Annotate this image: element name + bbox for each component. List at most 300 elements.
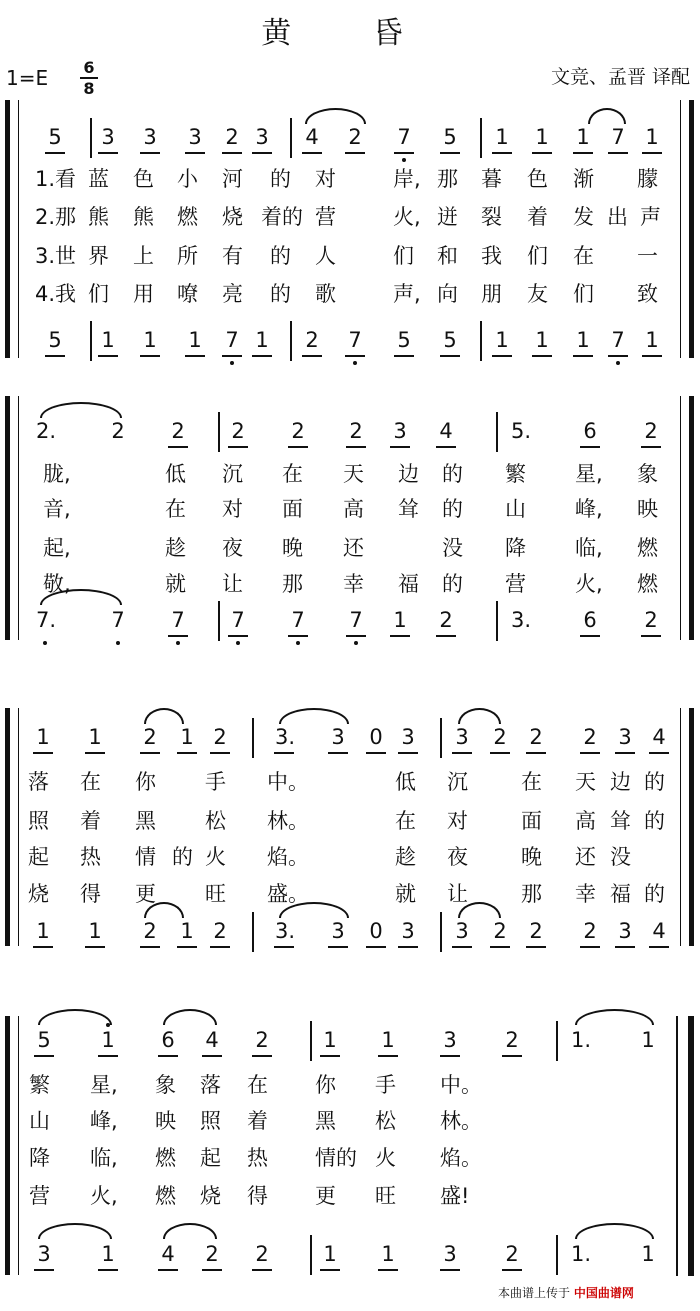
lyric-syllable: 福 [610,882,631,906]
note: 4 [652,919,666,943]
lyric-syllable: 岸, [393,167,421,191]
eighth-underline [398,752,418,754]
tie-slur [588,108,626,124]
note: 3 [455,919,469,943]
note: 7 [225,328,239,352]
note: 2 [529,919,543,943]
lyric-syllable: 一 [637,244,658,268]
note: 2 [231,419,245,443]
note: 1 [645,328,659,352]
eighth-underline [641,446,661,448]
lyric-syllable: 高 [343,497,364,521]
note: 2 [213,919,227,943]
note: 3 [331,919,345,943]
lyric-syllable: 那 [437,167,458,191]
lyric-syllable: 2.那 [35,205,77,229]
note: 2 [583,919,597,943]
eighth-underline [185,355,205,357]
note: 2 [291,419,305,443]
lyric-syllable: 让 [222,572,243,596]
lyric-syllable: 火, [393,205,421,229]
barline [218,601,220,641]
system-bracket-left [5,396,19,640]
note: 5 [37,1028,51,1052]
note: 7 [171,608,185,632]
eighth-underline [288,635,308,637]
lyric-syllable: 起, [43,536,71,560]
lyric-syllable: 致 [637,282,658,306]
note: 1 [381,1242,395,1266]
lyric-syllable: 降 [505,536,526,560]
note: 1 [88,919,102,943]
lyric-syllable: 燃 [637,572,658,596]
lyric-syllable: 的 [270,282,291,306]
lyric-syllable: 得 [80,882,101,906]
lyric-syllable: 情 [135,845,156,869]
lyric-syllable: 所 [177,244,198,268]
lyric-syllable: 林。 [440,1109,482,1133]
note: 3 [401,725,415,749]
barline [218,412,220,452]
barline [440,718,442,758]
eighth-underline [140,355,160,357]
note: 2 [493,919,507,943]
lyric-syllable: 起 [28,845,49,869]
lyric-syllable: 们 [573,282,594,306]
lyric-syllable: 映 [637,497,658,521]
note: 2. [36,419,57,443]
note: 2 [143,919,157,943]
lyric-syllable: 的 [442,497,463,521]
upload-note-prefix: 本曲谱上传于 [498,1286,571,1300]
lyric-syllable: 繁 [505,462,526,486]
lyric-syllable: 趁 [165,536,186,560]
eighth-underline [440,1269,460,1271]
note: 2 [225,125,239,149]
eighth-underline [378,1269,398,1271]
lyric-syllable: 们 [527,244,548,268]
eighth-underline [440,355,460,357]
eighth-underline [274,752,294,754]
lyric-syllable: 手 [375,1073,396,1097]
eighth-underline [302,152,322,154]
barline [496,412,498,452]
tie-slur [163,1009,217,1025]
lyric-syllable: 边 [610,770,631,794]
eighth-underline [345,355,365,357]
lyric-syllable: 河 [222,167,243,191]
note: 2 [143,725,157,749]
note: 1 [323,1242,337,1266]
lyric-syllable: 着 [527,205,548,229]
lyric-syllable: 在 [395,809,416,833]
lyric-syllable: 中。 [440,1073,482,1097]
note: 3 [618,725,632,749]
lyric-syllable: 朋 [481,282,502,306]
meter-top: 6 [83,58,95,77]
eighth-underline [202,1269,222,1271]
eighth-underline [328,946,348,948]
lyric-syllable: 在 [573,244,594,268]
lyric-syllable: 降 [29,1146,50,1170]
lyric-syllable: 和 [437,244,458,268]
eighth-underline [452,752,472,754]
lyric-syllable: 林。 [267,809,309,833]
eighth-underline [378,1055,398,1057]
lyric-syllable: 松 [205,809,226,833]
eighth-underline [210,752,230,754]
tie-slur [38,1223,112,1239]
note: 7 [397,125,411,149]
lyric-syllable: 火 [375,1146,396,1170]
eighth-underline [158,1055,178,1057]
note: 6 [583,608,597,632]
eighth-underline [346,446,366,448]
lyric-syllable: 峰, [575,497,603,521]
system-bracket-left [5,1016,19,1275]
lyric-syllable: 向 [437,282,458,306]
tie-slur [38,1009,112,1025]
note: 2 [349,419,363,443]
note: 2 [348,125,362,149]
lyric-syllable: 营 [315,205,336,229]
note: 4 [205,1028,219,1052]
lyric-syllable: 友 [527,282,548,306]
lyric-syllable: 着的 [261,205,303,229]
lyric-syllable: 胧, [43,462,71,486]
time-signature [80,58,98,98]
lyric-syllable: 夜 [222,536,243,560]
lyric-syllable: 界 [88,244,109,268]
eighth-underline [228,635,248,637]
eighth-underline [302,355,322,357]
lyric-syllable: 蓝 [88,167,109,191]
note: 3 [443,1028,457,1052]
lyric-syllable: 没 [610,845,631,869]
note: 5 [48,328,62,352]
note: 1 [255,328,269,352]
lyric-syllable: 的 [644,882,665,906]
note: 2 [505,1028,519,1052]
note: 2 [529,725,543,749]
note: 4 [161,1242,175,1266]
eighth-underline [366,752,386,754]
note: 1 [101,1028,115,1052]
lyric-syllable: 烧 [28,882,49,906]
lyric-syllable: 在 [80,770,101,794]
lyric-syllable: 燃 [155,1146,176,1170]
eighth-underline [492,152,512,154]
lyric-syllable: 那 [282,572,303,596]
tie-slur [144,708,184,724]
note: 2 [644,608,658,632]
note: 1 [495,328,509,352]
eighth-underline [436,635,456,637]
lyric-syllable: 天 [575,770,596,794]
tie-slur [163,1223,217,1239]
upload-note [498,1284,634,1301]
lyric-syllable: 星, [575,462,603,486]
lyric-syllable: 熊 [88,205,109,229]
lyric-syllable: 峰, [90,1109,118,1133]
eighth-underline [526,946,546,948]
eighth-underline [320,1055,340,1057]
system-bracket-right [680,396,694,640]
note: 1. [571,1242,592,1266]
eighth-underline [85,946,105,948]
note: 7 [291,608,305,632]
eighth-underline [177,752,197,754]
site-logo: 中国曲谱网 [573,1286,634,1300]
eighth-underline [320,1269,340,1271]
note: 4 [439,419,453,443]
lyric-syllable: 更 [315,1184,336,1208]
eighth-underline [252,355,272,357]
barline [310,1021,312,1061]
lyric-syllable: 盛! [440,1184,470,1208]
lyric-syllable: 对 [222,497,243,521]
lyric-syllable: 山 [505,497,526,521]
meter-bottom: 8 [83,79,95,98]
eighth-underline [440,152,460,154]
note: 2 [505,1242,519,1266]
lyric-syllable: 幸 [575,882,596,906]
eighth-underline [642,355,662,357]
eighth-underline [532,152,552,154]
eighth-underline [222,152,242,154]
eighth-underline [210,946,230,948]
barline [556,1021,558,1061]
eighth-underline [502,1055,522,1057]
note: 3 [143,125,157,149]
lyric-syllable: 高 [575,809,596,833]
lyric-syllable: 烧 [200,1184,221,1208]
lyric-syllable: 用 [133,282,154,306]
note: 0 [369,725,383,749]
note: 1 [101,328,115,352]
lyric-syllable: 临, [575,536,603,560]
note: 2 [583,725,597,749]
system-bracket-right [680,100,694,358]
lyric-syllable: 黑 [135,809,156,833]
note: 2 [644,419,658,443]
lyric-syllable: 的 [270,167,291,191]
barline [252,912,254,952]
eighth-underline [252,1269,272,1271]
note: 3 [101,125,115,149]
eighth-underline [608,355,628,357]
song-title: 黄 昏 [261,16,439,51]
lyric-syllable: 那 [521,882,542,906]
low-octave-dot [176,641,180,645]
lyric-syllable: 象 [155,1073,176,1097]
note: 5. [511,419,532,443]
low-octave-dot [616,361,620,365]
barline [90,118,92,158]
eighth-underline [580,752,600,754]
eighth-underline [328,752,348,754]
eighth-underline [580,446,600,448]
note: 3. [275,919,296,943]
lyric-syllable: 中。 [267,770,309,794]
lyric-syllable: 起 [200,1146,221,1170]
lyric-syllable: 耸 [398,497,419,521]
note: 7. [36,608,57,632]
eighth-underline [98,152,118,154]
lyric-syllable: 的 [442,462,463,486]
eighth-underline [140,946,160,948]
lyric-syllable: 火 [205,845,226,869]
note: 1 [101,1242,115,1266]
system-bracket-left [5,708,19,946]
lyric-syllable: 天 [343,462,364,486]
lyric-syllable: 热 [247,1146,268,1170]
eighth-underline [615,946,635,948]
lyric-syllable: 沉 [447,770,468,794]
note: 5 [443,125,457,149]
note: 5 [48,125,62,149]
lyric-syllable: 你 [315,1073,336,1097]
eighth-underline [452,946,472,948]
note: 5 [397,328,411,352]
lyric-syllable: 1.看 [35,167,77,191]
lyric-syllable: 着 [247,1109,268,1133]
lyric-syllable: 们 [88,282,109,306]
system-bracket-left [5,100,19,358]
low-octave-dot [402,158,406,162]
eighth-underline [252,152,272,154]
lyric-syllable: 熊 [133,205,154,229]
eighth-underline [345,152,365,154]
note: 2 [255,1028,269,1052]
lyric-syllable: 旺 [205,882,226,906]
low-octave-dot [43,641,47,645]
note: 1 [576,125,590,149]
lyric-syllable: 还 [575,845,596,869]
final-barline [676,1016,694,1276]
lyric-syllable: 在 [521,770,542,794]
lyric-syllable: 焰。 [440,1146,482,1170]
note: 4 [652,725,666,749]
lyric-syllable: 山 [29,1109,50,1133]
note: 7 [348,328,362,352]
eighth-underline [140,752,160,754]
note: 2 [305,328,319,352]
lyric-syllable: 对 [315,167,336,191]
eighth-underline [177,946,197,948]
note: 1 [641,1028,655,1052]
lyric-syllable: 落 [200,1073,221,1097]
lyric-syllable: 小 [177,167,198,191]
lyric-syllable: 就 [165,572,186,596]
note: 6 [161,1028,175,1052]
lyric-syllable: 星, [90,1073,118,1097]
lyric-syllable: 色 [527,167,548,191]
eighth-underline [502,1269,522,1271]
barline [556,1235,558,1275]
lyric-syllable: 面 [282,497,303,521]
lyric-syllable: 松 [375,1109,396,1133]
note: 1 [576,328,590,352]
eighth-underline [185,152,205,154]
low-octave-dot [230,361,234,365]
lyric-syllable: 着 [80,809,101,833]
eighth-underline [158,1269,178,1271]
lyric-syllable: 趁 [395,845,416,869]
lyric-syllable: 色 [133,167,154,191]
eighth-underline [526,752,546,754]
tie-slur [279,708,349,724]
eighth-underline [580,635,600,637]
lyric-syllable: 声, [393,282,421,306]
eighth-underline [641,635,661,637]
barline [440,912,442,952]
eighth-underline [490,752,510,754]
note: 3 [443,1242,457,1266]
note: 1 [180,725,194,749]
lyric-syllable: 上 [133,244,154,268]
eighth-underline [532,355,552,357]
note: 3 [331,725,345,749]
eighth-underline [390,635,410,637]
lyric-syllable: 暮 [481,167,502,191]
eighth-underline [608,152,628,154]
note: 7 [111,608,125,632]
lyric-syllable: 燃 [177,205,198,229]
lyric-syllable: 3.世 [35,244,77,268]
eighth-underline [168,446,188,448]
lyric-syllable: 我 [481,244,502,268]
eighth-underline [580,946,600,948]
lyric-syllable: 声 [640,205,661,229]
lyric-syllable: 旺 [375,1184,396,1208]
lyric-syllable: 晚 [282,536,303,560]
eighth-underline [98,1055,118,1057]
eighth-underline [398,946,418,948]
note: 3 [393,419,407,443]
note: 2 [213,725,227,749]
low-octave-dot [353,361,357,365]
note: 1 [36,919,50,943]
lyric-syllable: 迸 [437,205,458,229]
barline [310,1235,312,1275]
note: 1 [495,125,509,149]
lyric-syllable: 火, [90,1184,118,1208]
lyric-syllable: 在 [165,497,186,521]
note: 7 [349,608,363,632]
barline [480,321,482,361]
lyric-syllable: 沉 [222,462,243,486]
note: 3 [37,1242,51,1266]
lyric-syllable: 对 [447,809,468,833]
eighth-underline [436,446,456,448]
note: 7 [611,328,625,352]
tie-slur [40,402,122,418]
note: 3 [188,125,202,149]
low-octave-dot [116,641,120,645]
lyric-syllable: 发 [573,205,594,229]
low-octave-dot [354,641,358,645]
note: 7 [611,125,625,149]
lyric-syllable: 4.我 [35,282,77,306]
note: 1 [180,919,194,943]
lyric-syllable: 手 [205,770,226,794]
eighth-underline [490,946,510,948]
note: 1 [88,725,102,749]
note: 3 [401,919,415,943]
lyric-syllable: 裂 [481,205,502,229]
lyric-syllable: 的 [644,770,665,794]
